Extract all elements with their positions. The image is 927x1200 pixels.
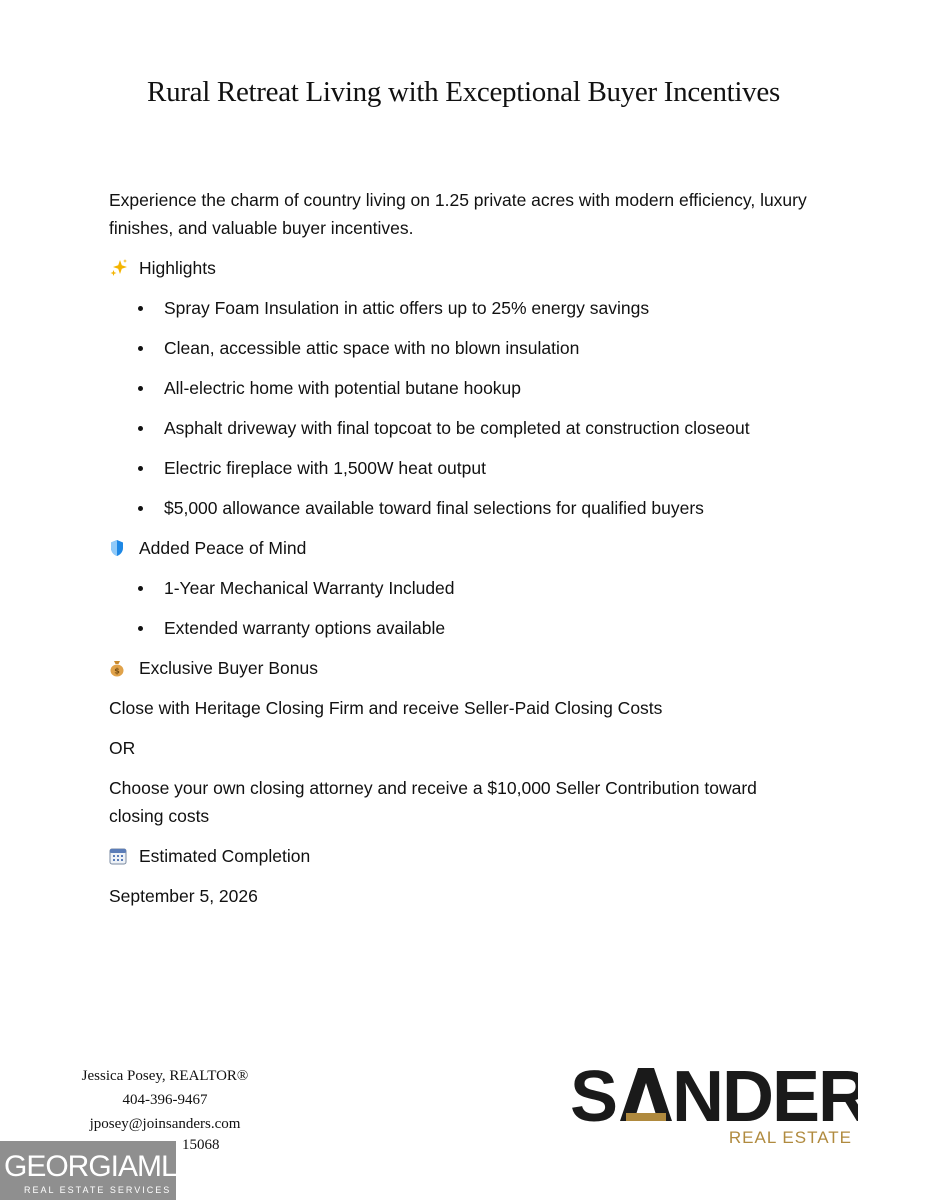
bullet-dot: [138, 466, 143, 471]
completion-heading: Estimated Completion: [139, 846, 311, 866]
list-item: [109, 454, 809, 482]
peace-of-mind-list: [109, 574, 809, 642]
buyer-bonus-heading: Exclusive Buyer Bonus: [139, 658, 318, 678]
list-item: [109, 574, 809, 602]
list-item: [109, 414, 809, 442]
list-item-text: Spray Foam Insulation in attic offers up to 25% energy savings: [164, 298, 650, 318]
money-bag-icon: [109, 658, 131, 678]
flyer-body: [109, 186, 809, 922]
agent-name: Jessica Posey, REALTOR®: [81, 1068, 249, 1084]
list-item-text: All-electric home with potential butane hookup: [164, 378, 522, 398]
completion-heading-row: [109, 842, 809, 870]
peace-of-mind-heading-row: [109, 534, 809, 562]
svg-text:S: S: [570, 1058, 617, 1137]
sparkles-icon: [109, 258, 131, 278]
bonus-or: OR: [109, 738, 136, 758]
list-item-text: 1-Year Mechanical Warranty Included: [164, 578, 455, 598]
peace-of-mind-heading: Added Peace of Mind: [139, 538, 307, 558]
calendar-icon: [109, 846, 131, 866]
brand-tagline: REAL ESTATE: [728, 1128, 852, 1147]
intro-paragraph: Experience the charm of country living on 1.25 private acres with modern efficiency, luxury finishes, and valuable buyer incentives.: [109, 190, 807, 238]
buyer-bonus-heading-row: [109, 654, 809, 682]
svg-text:NDERS: NDER: [672, 1058, 858, 1137]
bullet-dot: [138, 346, 143, 351]
watermark-name: GEORGIAMLS: [4, 1150, 196, 1183]
list-item-text: Electric fireplace with 1,500W heat output: [164, 458, 486, 478]
agent-license: 15068: [182, 1137, 220, 1153]
list-item-text: Extended warranty options available: [164, 618, 446, 638]
list-item: [109, 334, 809, 362]
list-item: [109, 494, 809, 522]
svg-text:$: $: [114, 666, 120, 676]
bullet-dot: [138, 506, 143, 511]
bullet-dot: [138, 306, 143, 311]
highlights-heading-row: [109, 254, 809, 282]
agent-email: jposey@joinsanders.com: [89, 1116, 241, 1132]
list-item-text: Asphalt driveway with final topcoat to be completed at construction closeout: [164, 418, 750, 438]
list-item: [109, 374, 809, 402]
highlights-heading: Highlights: [139, 258, 216, 278]
page-title: Rural Retreat Living with Exceptional Buyer Incentives: [147, 76, 780, 108]
agent-contact: [40, 1064, 290, 1136]
list-item: [109, 294, 809, 322]
watermark-tagline: REAL ESTATE SERVICES: [24, 1185, 172, 1195]
bonus-option-1: Close with Heritage Closing Firm and receive Seller-Paid Closing Costs: [109, 698, 663, 718]
bullet-dot: [138, 626, 143, 631]
completion-date: September 5, 2026: [109, 886, 258, 906]
bullet-dot: [138, 386, 143, 391]
bullet-dot: [138, 426, 143, 431]
agent-phone: 404-396-9467: [122, 1092, 208, 1108]
list-item: [109, 614, 809, 642]
georgia-mls-watermark: [0, 1141, 196, 1200]
bullet-dot: [138, 586, 143, 591]
list-item-text: $5,000 allowance available toward final selections for qualified buyers: [164, 498, 704, 518]
list-item-text: Clean, accessible attic space with no blown insulation: [164, 338, 580, 358]
highlights-list: [109, 294, 809, 522]
bonus-option-2: Choose your own closing attorney and receive a $10,000 Seller Contribution toward closing costs: [109, 778, 757, 826]
shield-icon: [109, 538, 131, 558]
sanders-logo: [568, 1058, 858, 1158]
